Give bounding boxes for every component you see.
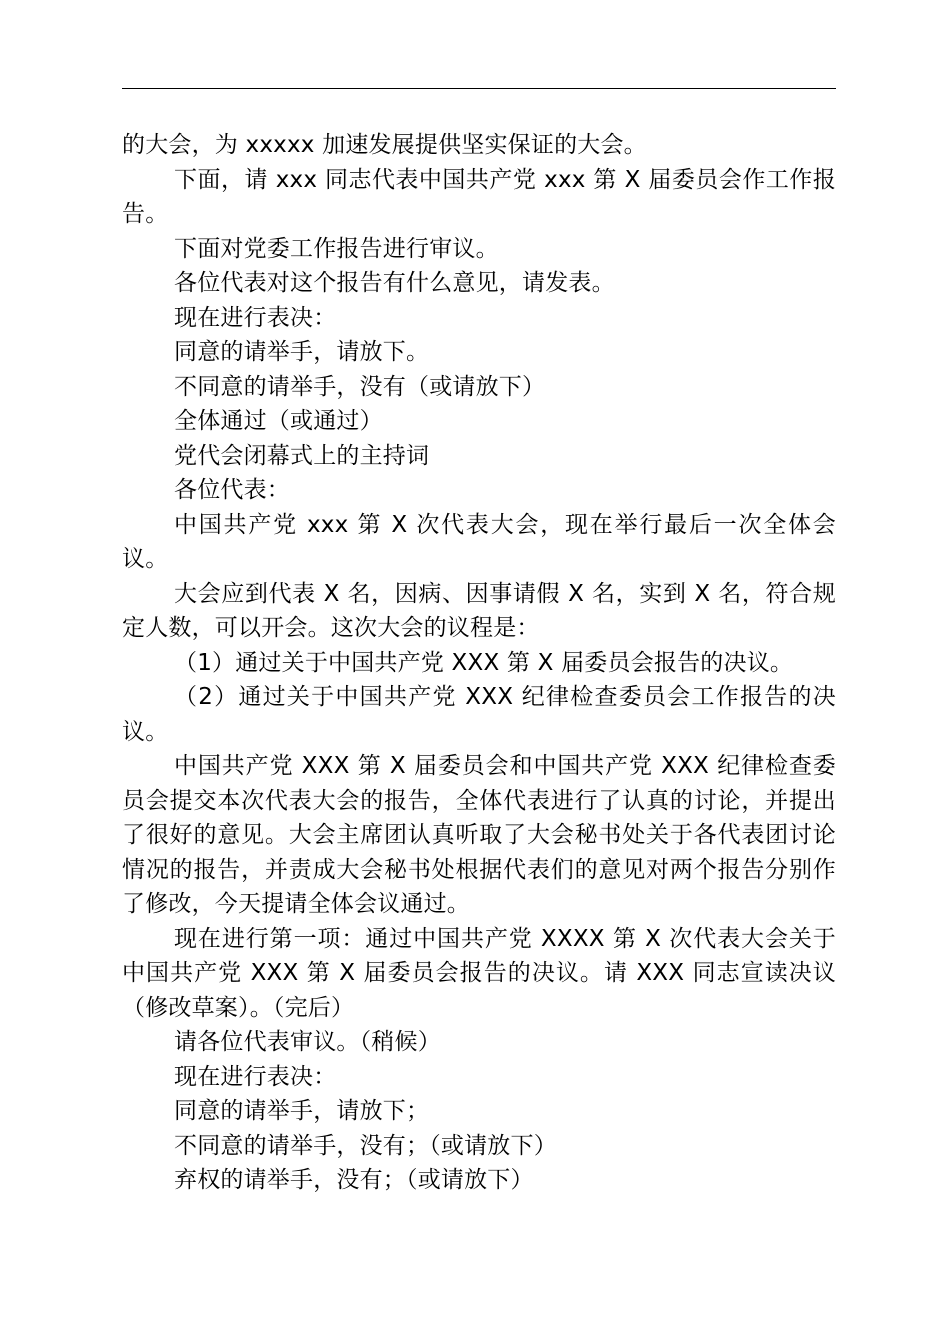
- paragraph-19: 同意的请举手，请放下；: [174, 1098, 430, 1124]
- paragraph-12: 大会应到代表 X 名，因病、因事请假 X 名，实到 X 名，符合规定人数，可以开会。这次大会的议程是：: [122, 580, 836, 641]
- paragraph-2: 下面，请 xxx 同志代表中国共产党 xxx 第 X 届委员会作工作报告。: [122, 166, 836, 227]
- paragraph-8: 全体通过（或通过）: [174, 408, 383, 434]
- header-rule: [122, 88, 836, 89]
- paragraph-4: 各位代表对这个报告有什么意见，请发表。: [174, 270, 615, 296]
- paragraph-3: 下面对党委工作报告进行审议。: [174, 235, 499, 262]
- paragraph-16: 现在进行第一项：通过中国共产党 XXXX 第 X 次代表大会关于中国共产党 XXX 第 X 届委员会报告的决议。请 XXX 同志宣读决议（修改草案）。（完后）: [122, 925, 836, 1021]
- paragraph-18: 现在进行表决：: [174, 1063, 337, 1090]
- agenda-item-1: （1）通过关于中国共产党 XXX 第 X 届委员会报告的决议。: [174, 649, 794, 676]
- paragraph-21: 弃权的请举手，没有；（或请放下）: [174, 1167, 534, 1193]
- section-title-closing-remarks: 党代会闭幕式上的主持词: [174, 442, 430, 469]
- paragraph-1: 的大会，为 xxxxx 加速发展提供坚实保证的大会。: [122, 132, 647, 158]
- paragraph-20: 不同意的请举手，没有；（或请放下）: [174, 1132, 557, 1159]
- paragraph-7: 不同意的请举手，没有（或请放下）: [174, 373, 546, 400]
- paragraph-5: 现在进行表决：: [174, 304, 337, 331]
- paragraph-11: 中国共产党 xxx 第 X 次代表大会，现在举行最后一次全体会议。: [122, 511, 836, 572]
- agenda-item-2: （2）通过关于中国共产党 XXX 纪律检查委员会工作报告的决议。: [122, 684, 836, 745]
- paragraph-6: 同意的请举手，请放下。: [174, 339, 430, 365]
- paragraph-17: 请各位代表审议。（稍候）: [174, 1029, 441, 1055]
- paragraph-15: 中国共产党 XXX 第 X 届委员会和中国共产党 XXX 纪律检查委员会提交本次代表大会的报告，全体代表进行了认真的讨论，并提出了很好的意见。大会主席团认真听取了大会秘书处关于各代表团讨论情况的报告，并责成大会秘书处根据代表们的意见对两个报告分别作了修改，今天提请全体会议通过。: [122, 753, 836, 917]
- paragraph-10: 各位代表：: [174, 477, 290, 503]
- document-body: [122, 128, 836, 1198]
